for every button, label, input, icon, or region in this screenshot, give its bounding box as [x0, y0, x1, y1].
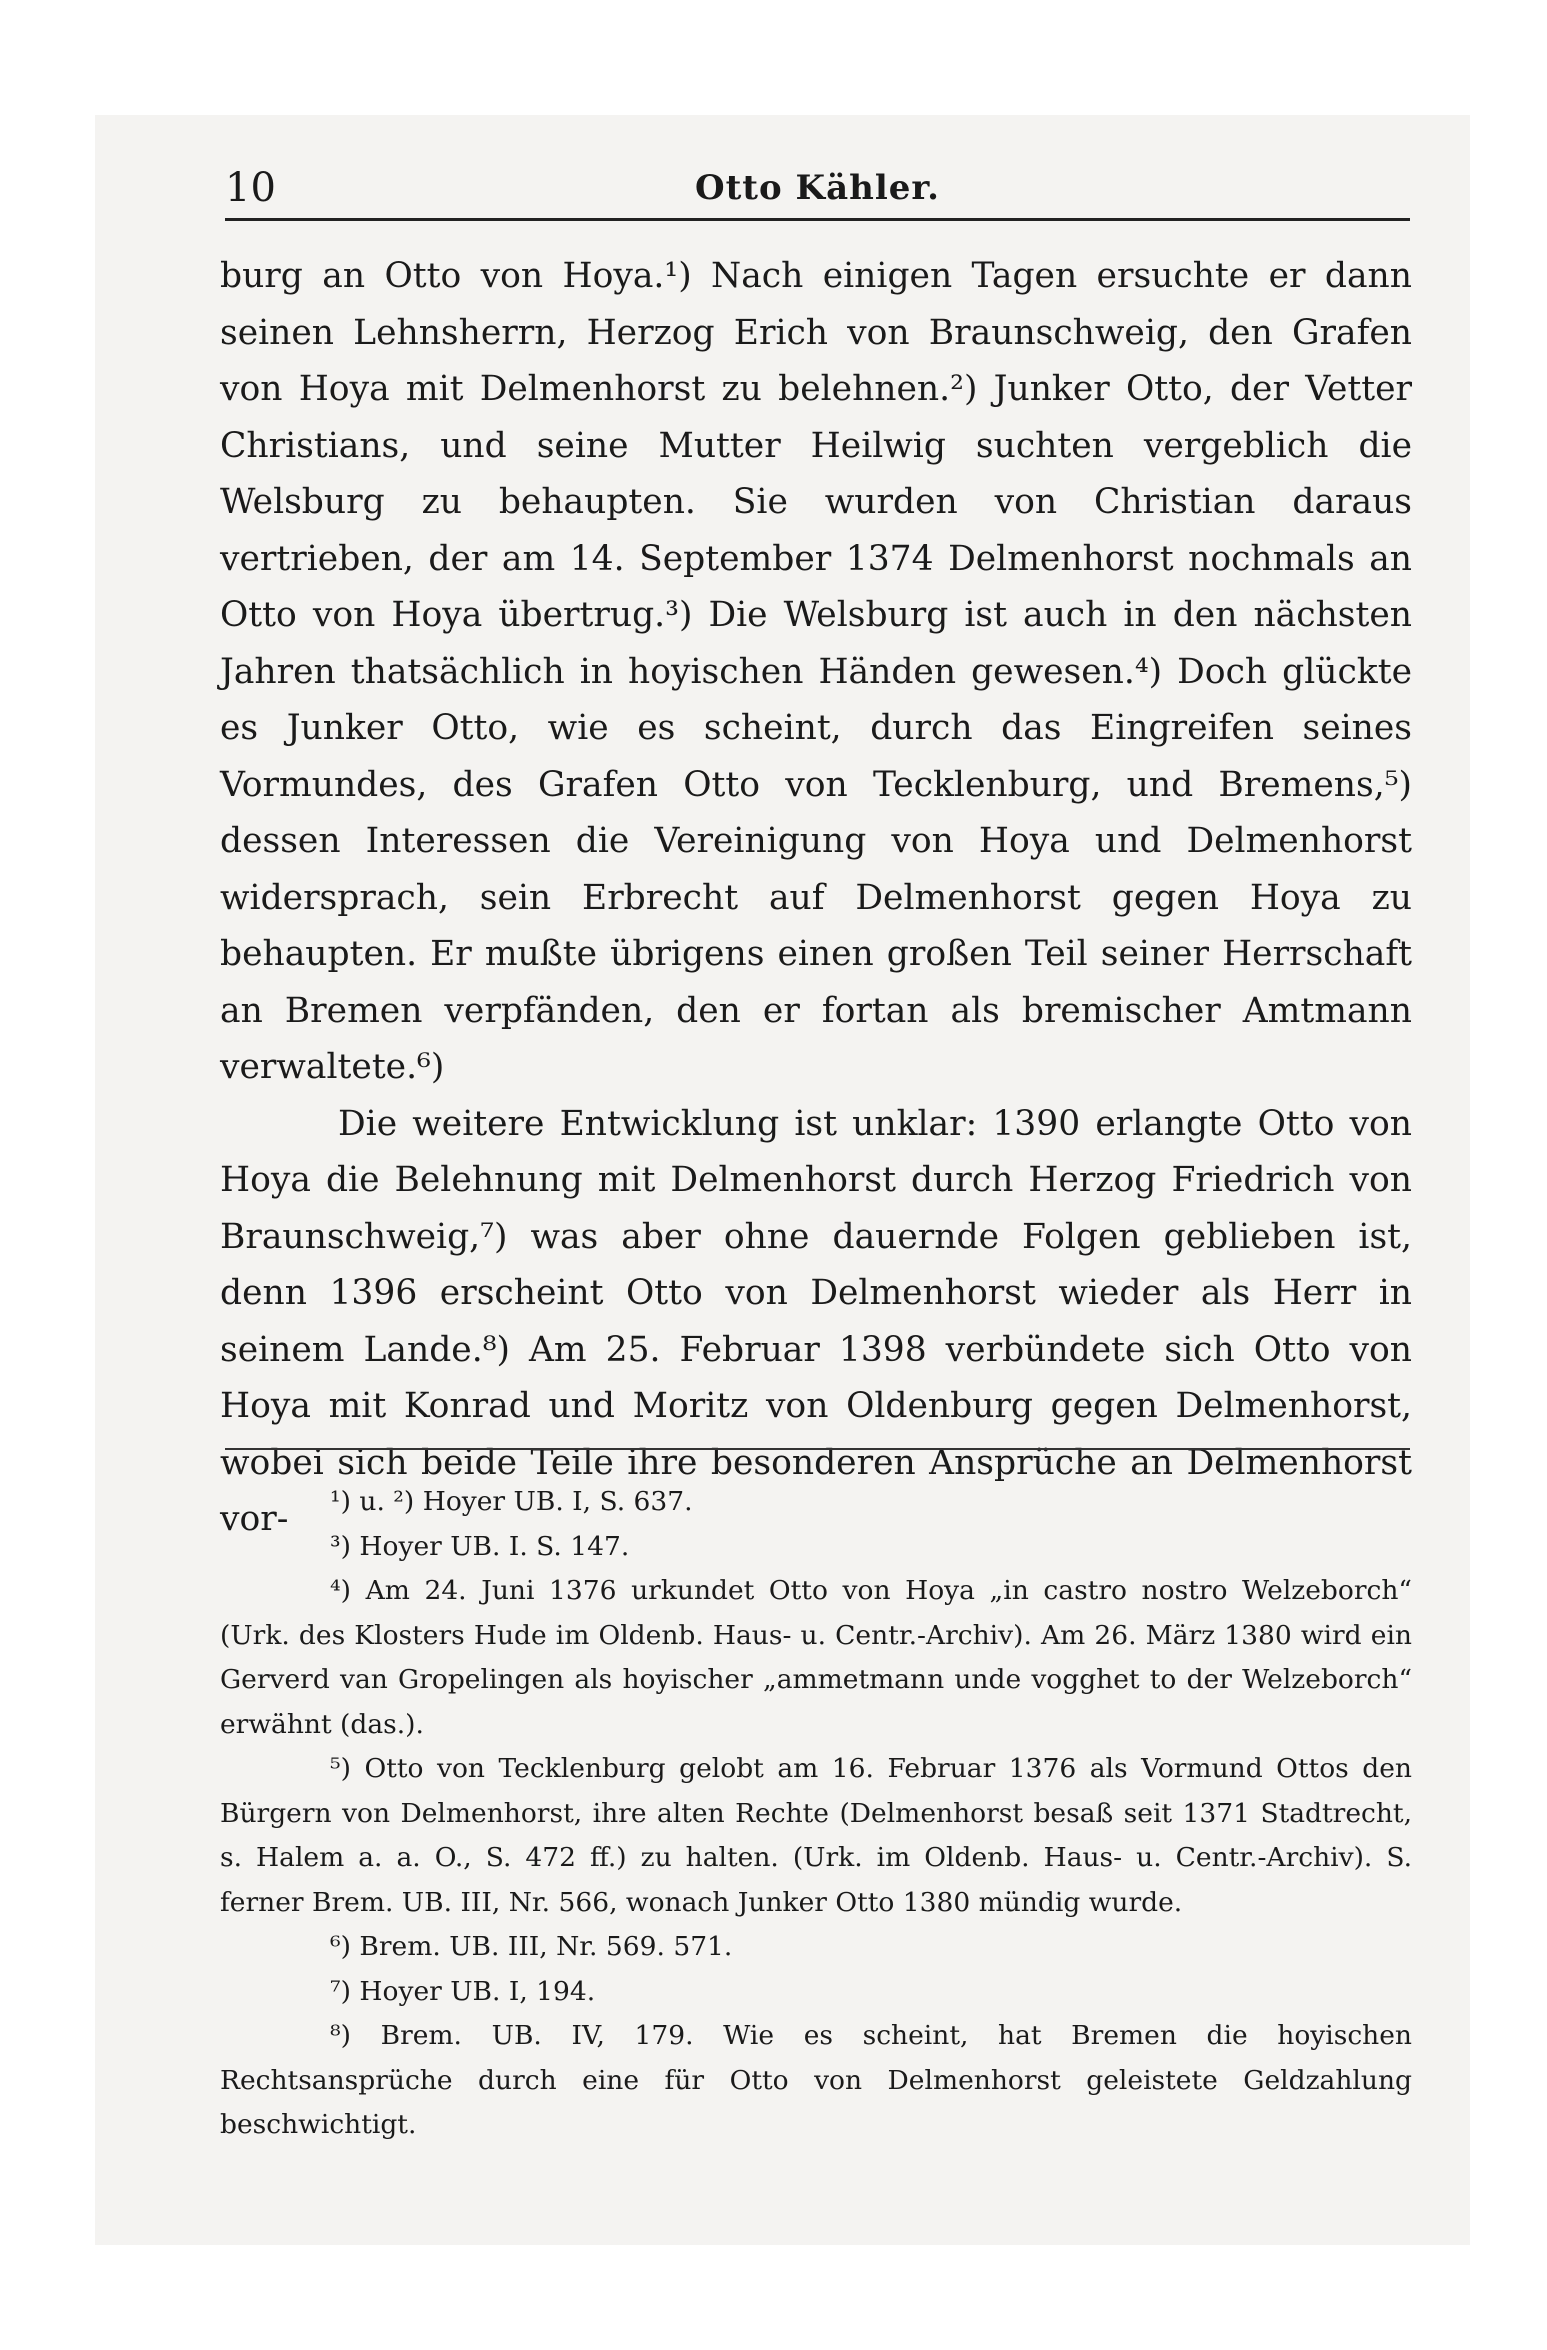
- body-text: [220, 248, 1412, 1548]
- page-header: [225, 160, 1410, 216]
- footnote-text: Hoyer UB. I. S. 147.: [359, 1530, 630, 1562]
- page-number: 10: [225, 165, 276, 211]
- footnote: [220, 1925, 1412, 1970]
- footnote-text: Hoyer UB. I, 194.: [359, 1975, 596, 2007]
- footnote-mark: ⁸): [330, 2020, 351, 2051]
- paragraph: burg an Otto von Hoya.¹) Nach einigen Tagen ersuchte er dann seinen Lehnsherrn, Herzog Erich von Braunschweig, den Grafen von Hoya mit Delmenhorst zu belehnen.²) Junker Otto, der Vetter Christians, und seine Mutter Heilwig suchten vergeblich die Welsburg zu behaupten. Sie wurden von Christian daraus vertrieben, der am 14. September 1374 Delmenhorst nochmals an Otto von Hoya übertrug.³) Die Welsburg ist auch in den nächsten Jahren thatsächlich in hoyischen Händen gewesen.⁴) Doch glückte es Junker Otto, wie es scheint, durch das Eingreifen seines Vormundes, des Grafen Otto von Tecklenburg, und Bremens,⁵) dessen Interessen die Vereinigung von Hoya und Delmenhorst widersprach, sein Erbrecht auf Delmenhorst gegen Hoya zu behaupten. Er mußte übrigens einen großen Teil seiner Herrschaft an Bremen verpfänden, den er fortan als bremischer Amtmann verwaltete.⁶): [220, 256, 1412, 1087]
- footnote-text: Hoyer UB. I, S. 637.: [422, 1486, 693, 1517]
- footnote-text: Brem. UB. IV, 179. Wie es scheint, hat Bremen die hoyischen Rechtsansprüche durch eine für Otto von Delmenhorst geleistete Geldzahlung beschwichtigt.: [220, 2020, 1412, 2140]
- header-rule: [225, 218, 1410, 221]
- footnote-mark: ⁴): [330, 1575, 351, 1606]
- footnote: [220, 1970, 1412, 2015]
- footnote-text: Brem. UB. III, Nr. 569. 571.: [359, 1931, 733, 1962]
- paragraph: Die weitere Entwicklung ist unklar: 1390 erlangte Otto von Hoya die Belehnung mit Delmenhorst durch Herzog Friedrich von Braunschweig,⁷) was aber ohne dauernde Folgen geblieben ist, denn 1396 erscheint Otto von Delmenhorst wieder als Herr in seinem Lande.⁸) Am 25. Februar 1398 verbündete sich Otto von Hoya mit Konrad und Moritz von Oldenburg gegen Delmenhorst, wobei sich beide Teile ihre besonderen Ansprüche an Delmenhorst vor-: [220, 1103, 1412, 1539]
- footnote-text: Otto von Tecklenburg gelobt am 16. Februar 1376 als Vormund Ottos den Bürgern von Delmenhorst, ihre alten Rechte (Delmenhorst besaß seit 1371 Stadtrecht, s. Halem a. a. O., S. 472 ff.) zu halten. (Urk. im Oldenb. Haus- u. Centr.-Archiv). S. ferner Brem. UB. III, Nr. 566, wonach Junker Otto 1380 mündig wurde.: [220, 1753, 1412, 1918]
- footnote: [220, 1747, 1412, 1925]
- footnote-rule: [225, 1448, 1410, 1450]
- footnote-mark: ³): [330, 1530, 351, 1562]
- footnote-text: Am 24. Juni 1376 urkundet Otto von Hoya „in castro nostro Welzeborch“ (Urk. des Klosters Hude im Oldenb. Haus- u. Centr.-Archiv). Am 26. März 1380 wird ein Gerverd van Gropelingen als hoyischer „ammetmann unde vogghet to der Welzeborch“ erwähnt (das.).: [220, 1575, 1412, 1740]
- footnote: [220, 1525, 1412, 1570]
- footnote-mark: ¹) u. ²): [330, 1486, 415, 1517]
- footnote-mark: ⁶): [330, 1931, 351, 1962]
- footnote: [220, 1569, 1412, 1747]
- footnote: [220, 2014, 1412, 2148]
- footnote-mark: ⁵): [330, 1753, 351, 1784]
- footnote-mark: ⁷): [330, 1975, 351, 2007]
- footnote: [220, 1480, 1412, 1525]
- running-head: Otto Kähler.: [694, 168, 941, 208]
- footnotes: [220, 1480, 1412, 2148]
